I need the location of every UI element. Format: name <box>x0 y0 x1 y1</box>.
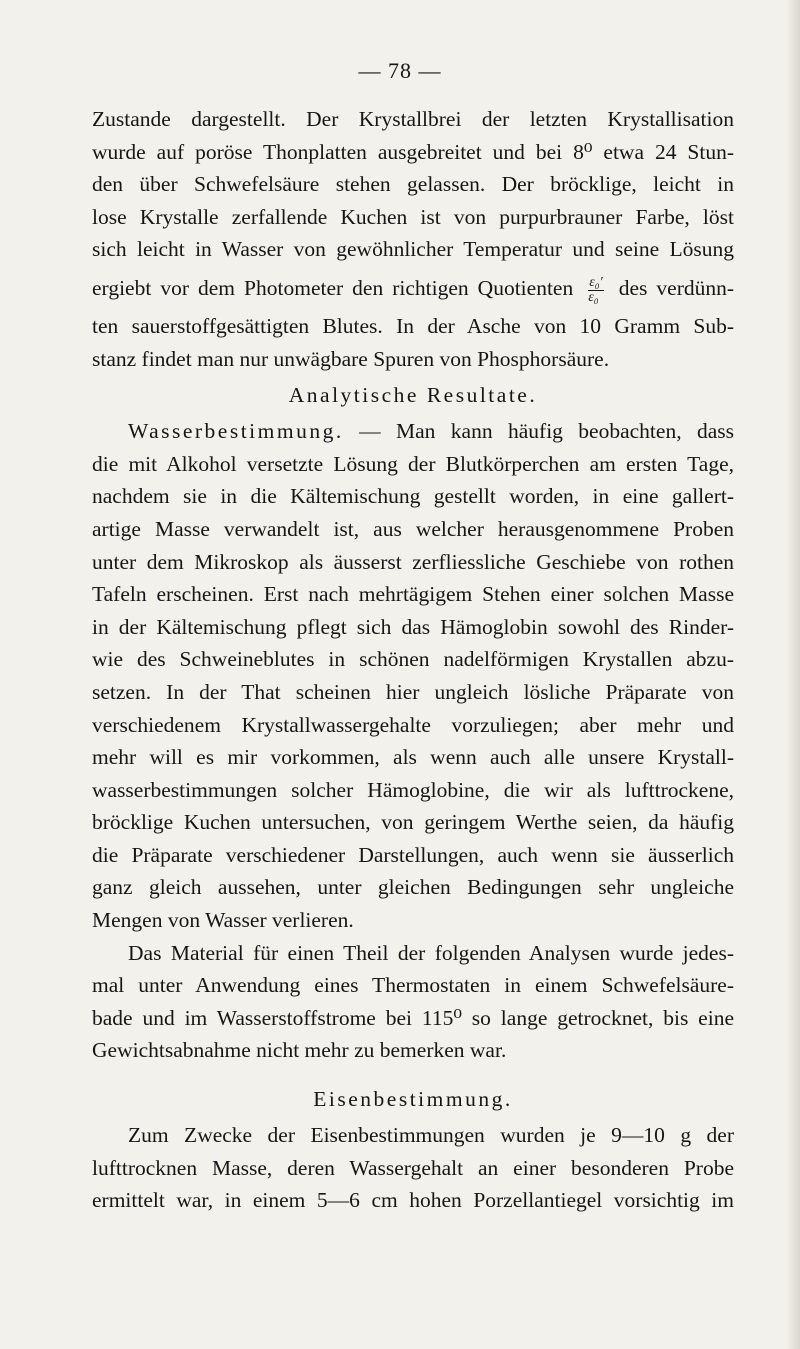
text-line: wurde auf poröse Thonplatten ausgebreitet und bei 8⁰ etwa 24 Stun- <box>92 139 734 164</box>
text-line: stanz findet man nur unwägbare Spuren von Phosphorsäure. <box>92 346 610 371</box>
text-line: ten sauerstoffgesättigten Blutes. In der Asche von 10 Gramm Sub- <box>92 313 734 338</box>
text-line: Zum Zwecke der Eisenbestimmungen wurden je 9—10 g der <box>128 1123 734 1148</box>
text-fragment: — Man kann häufig beobachten, dass <box>343 419 734 444</box>
text-line: sich leicht in Wasser von gewöhnlicher Temperatur und seine Lösung <box>92 237 734 262</box>
section-heading: Eisenbestimmung. <box>313 1087 513 1112</box>
text-line: Zustande dargestellt. Der Krystallbrei der letzten Krystallisation <box>92 107 734 131</box>
text-line: setzen. In der That scheinen hier ungleich lösliche Präparate von <box>92 679 734 704</box>
text-line: Tafeln erscheinen. Erst nach mehrtägigem Stehen einer solchen Masse <box>92 582 734 607</box>
text-line: artige Masse verwandelt ist, aus welcher herausgenommene Proben <box>92 516 734 541</box>
page-edge-shadow <box>786 0 800 1349</box>
text-line <box>92 415 734 448</box>
text-line: die mit Alkohol versetzte Lösung der Blutkörperchen am ersten Tage, <box>92 451 734 476</box>
formula-line <box>92 266 734 310</box>
text-line: wie des Schweineblutes in schönen nadelförmigen Krystallen abzu- <box>92 647 734 672</box>
text-line: nachdem sie in die Kältemischung gestellt worden, in eine gallert- <box>92 484 734 509</box>
text-line: mal unter Anwendung eines Thermostaten in einem Schwefelsäure- <box>92 973 734 998</box>
page-number: — 78 — <box>358 58 442 83</box>
subsection-title: Wasserbestimmung. <box>128 419 344 444</box>
text-line: die Präparate verschiedener Darstellungen, auch wenn sie äusserlich <box>92 842 734 867</box>
text-line: ganz gleich aussehen, unter gleichen Bedingungen sehr ungleiche <box>92 875 734 900</box>
section-heading: Analytische Resultate. <box>288 383 538 408</box>
text-line: wasserbestimmungen solcher Hämoglobine, die wir als lufttrockene, <box>92 777 734 802</box>
text-line: lose Krystalle zerfallende Kuchen ist von purpurbrauner Farbe, löst <box>92 204 734 229</box>
formula-text-before: ergiebt vor dem Photometer den richtigen Quotienten <box>92 275 574 300</box>
fraction-numerator: ε₀′ <box>589 274 603 290</box>
text-line: in der Kältemischung pflegt sich das Hämoglobin sowohl des Rinder- <box>92 614 734 639</box>
text-line: mehr will es mir vorkommen, als wenn auch alle unsere Krystall- <box>92 745 734 770</box>
text-line: Mengen von Wasser verlieren. <box>92 908 354 933</box>
quotient-fraction <box>588 276 603 305</box>
text-line: verschiedenem Krystallwassergehalte vorzuliegen; aber mehr und <box>92 712 734 737</box>
text-line: ermittelt war, in einem 5—6 cm hohen Porzellantiegel vorsichtig im <box>92 1188 734 1213</box>
text-line: Das Material für einen Theil der folgenden Analysen wurde jedes- <box>128 940 734 965</box>
body-text <box>92 103 734 1217</box>
text-line: unter dem Mikroskop als äusserst zerfliessliche Geschiebe von rothen <box>92 549 734 574</box>
formula-text-after: des verdünn- <box>618 275 735 300</box>
text-line: lufttrocknen Masse, deren Wassergehalt an einer besonderen Probe <box>92 1155 734 1180</box>
text-line: bröcklige Kuchen untersuchen, von geringem Werthe seien, da häufig <box>92 810 734 835</box>
spacer <box>92 1067 734 1079</box>
fraction-denominator: ε₀ <box>588 289 599 305</box>
text-line: den über Schwefelsäure stehen gelassen. Der bröcklige, leicht in <box>92 172 734 197</box>
text-line: bade und im Wasserstoffstrome bei 115⁰ so lange getrocknet, bis eine <box>92 1005 734 1030</box>
text-line: Gewichtsabnahme nicht mehr zu bemerken war. <box>92 1038 507 1063</box>
